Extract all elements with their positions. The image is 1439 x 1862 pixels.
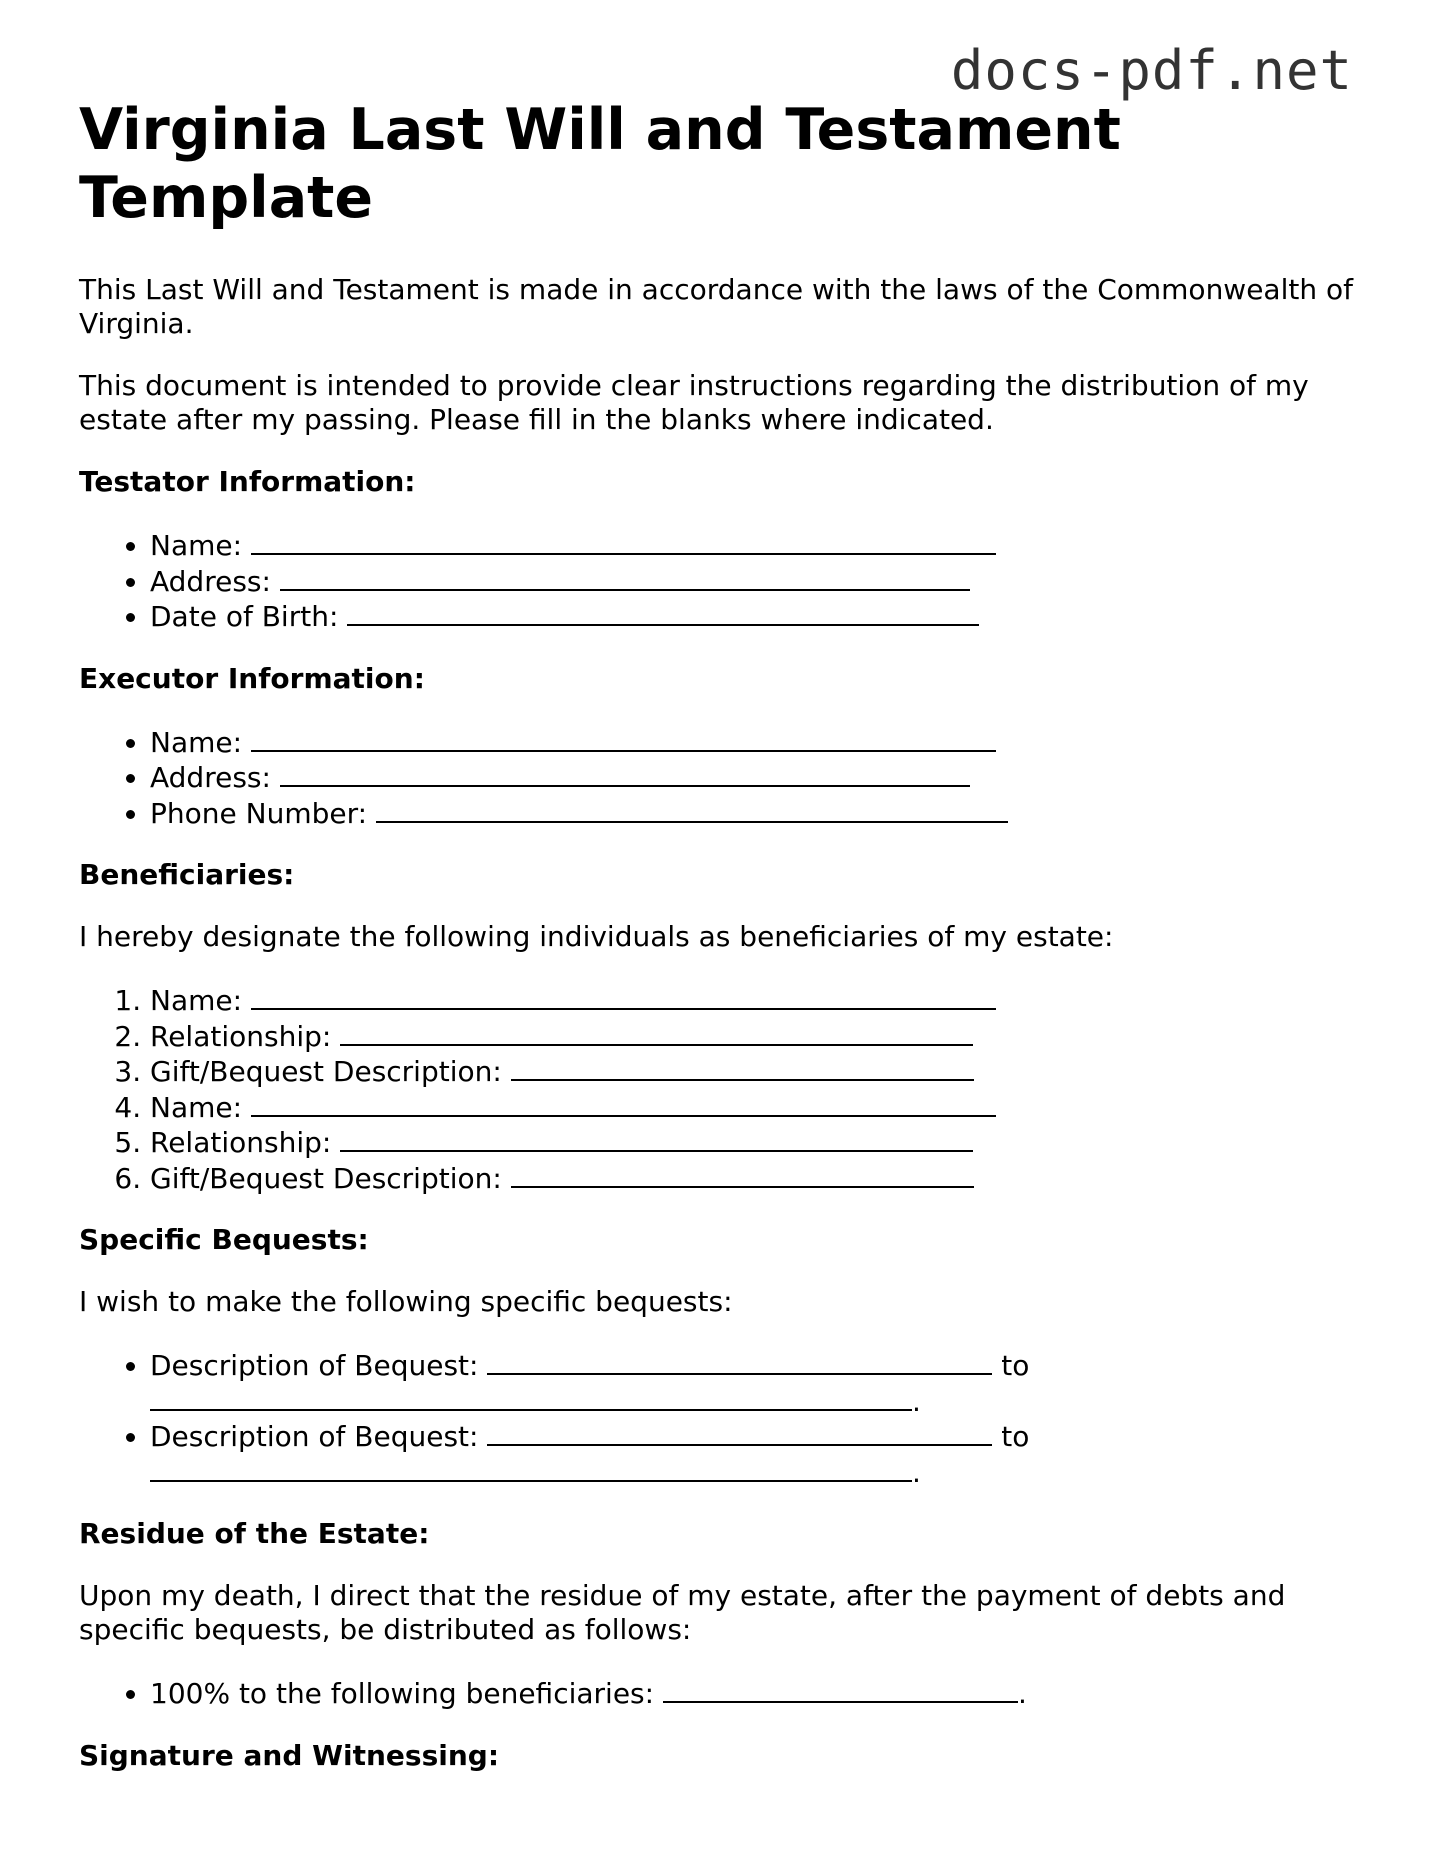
beneficiaries-heading: Beneficiaries: xyxy=(79,858,295,891)
connector-text: to xyxy=(1001,1420,1030,1453)
relationship-blank[interactable] xyxy=(340,1124,973,1152)
bequest-item xyxy=(150,1418,1369,1489)
gift-description-blank[interactable] xyxy=(511,1160,974,1188)
field-label: Description of Bequest: xyxy=(150,1349,479,1382)
address-blank[interactable] xyxy=(280,563,970,591)
field-label: Date of Birth: xyxy=(150,600,339,633)
name-blank[interactable] xyxy=(251,1089,996,1117)
beneficiary-name-field xyxy=(150,1089,1369,1125)
field-label: Name: xyxy=(150,529,243,562)
signature-heading: Signature and Witnessing: xyxy=(79,1738,500,1772)
field-label: Address: xyxy=(150,564,271,598)
residue-item xyxy=(150,1675,1369,1711)
field-label: Gift/Bequest Description: xyxy=(150,1161,502,1195)
relationship-blank[interactable] xyxy=(340,1018,973,1046)
name-blank[interactable] xyxy=(251,527,996,555)
residue-text: Upon my death, I direct that the residue of my estate, after the payment of debts and specific bequests, be distributed as follows: xyxy=(79,1579,1286,1646)
specific-bequests-heading: Specific Bequests: xyxy=(79,1223,369,1256)
testator-name-field xyxy=(150,527,1369,563)
field-label: Gift/Bequest Description: xyxy=(150,1055,502,1088)
beneficiaries-fields xyxy=(79,982,1369,1195)
bequest-description-blank[interactable] xyxy=(487,1418,992,1446)
residue-heading: Residue of the Estate: xyxy=(79,1517,430,1550)
executor-address-field xyxy=(150,759,1369,795)
bequest-description-blank[interactable] xyxy=(487,1347,992,1375)
executor-phone-field xyxy=(150,795,1369,831)
bequest-recipient-blank[interactable] xyxy=(150,1454,912,1482)
field-label: Name: xyxy=(150,1090,243,1124)
date-of-birth-blank[interactable] xyxy=(347,598,979,626)
beneficiaries-text: I hereby designate the following individuals as beneficiaries of my estate: xyxy=(79,920,1114,953)
beneficiary-gift-field xyxy=(150,1053,1369,1089)
gift-description-blank[interactable] xyxy=(511,1053,974,1081)
specific-bequests-text: I wish to make the following specific bequests: xyxy=(79,1285,733,1318)
field-label: Name: xyxy=(150,725,243,759)
connector-text: to xyxy=(1001,1349,1030,1382)
name-blank[interactable] xyxy=(251,982,996,1010)
executor-fields xyxy=(79,724,1369,831)
specific-bequests-list xyxy=(79,1347,1369,1489)
end-punctuation: . xyxy=(912,1455,921,1489)
residue-beneficiaries-blank[interactable] xyxy=(663,1675,1018,1703)
beneficiary-name-field xyxy=(150,982,1369,1018)
field-label: Relationship: xyxy=(150,1019,332,1053)
field-label: Name: xyxy=(150,984,243,1017)
field-label: Relationship: xyxy=(150,1126,332,1159)
address-blank[interactable] xyxy=(280,759,970,787)
testator-address-field xyxy=(150,563,1369,599)
field-label: Description of Bequest: xyxy=(150,1420,479,1453)
testator-dob-field xyxy=(150,598,1369,634)
intro-paragraph-1: This Last Will and Testament is made in accordance with the laws of the Commonwealth of Virginia. xyxy=(79,273,1353,340)
testator-heading: Testator Information: xyxy=(79,465,416,498)
field-label: 100% to the following beneficiaries: xyxy=(150,1677,655,1710)
field-label: Phone Number: xyxy=(150,796,368,830)
executor-name-field xyxy=(150,724,1369,760)
executor-heading: Executor Information: xyxy=(79,661,425,695)
beneficiary-gift-field xyxy=(150,1160,1369,1196)
watermark: docs-pdf.net xyxy=(950,39,1353,102)
beneficiary-relationship-field xyxy=(150,1124,1369,1160)
bequest-item xyxy=(150,1347,1369,1418)
bequest-recipient-blank[interactable] xyxy=(150,1383,912,1411)
end-punctuation: . xyxy=(912,1384,921,1418)
beneficiary-relationship-field xyxy=(150,1018,1369,1054)
document-page xyxy=(79,96,1369,1773)
phone-number-blank[interactable] xyxy=(376,795,1008,823)
intro-paragraph-2: This document is intended to provide clear instructions regarding the distribution of my estate after my passing. Please fill in the blanks where indicated. xyxy=(79,369,1309,436)
field-label: Address: xyxy=(150,761,271,794)
testator-fields xyxy=(79,527,1369,634)
end-punctuation: . xyxy=(1017,1677,1027,1710)
residue-list xyxy=(79,1675,1369,1711)
name-blank[interactable] xyxy=(251,724,996,752)
page-title: Virginia Last Will and Testament Template xyxy=(79,97,1121,231)
